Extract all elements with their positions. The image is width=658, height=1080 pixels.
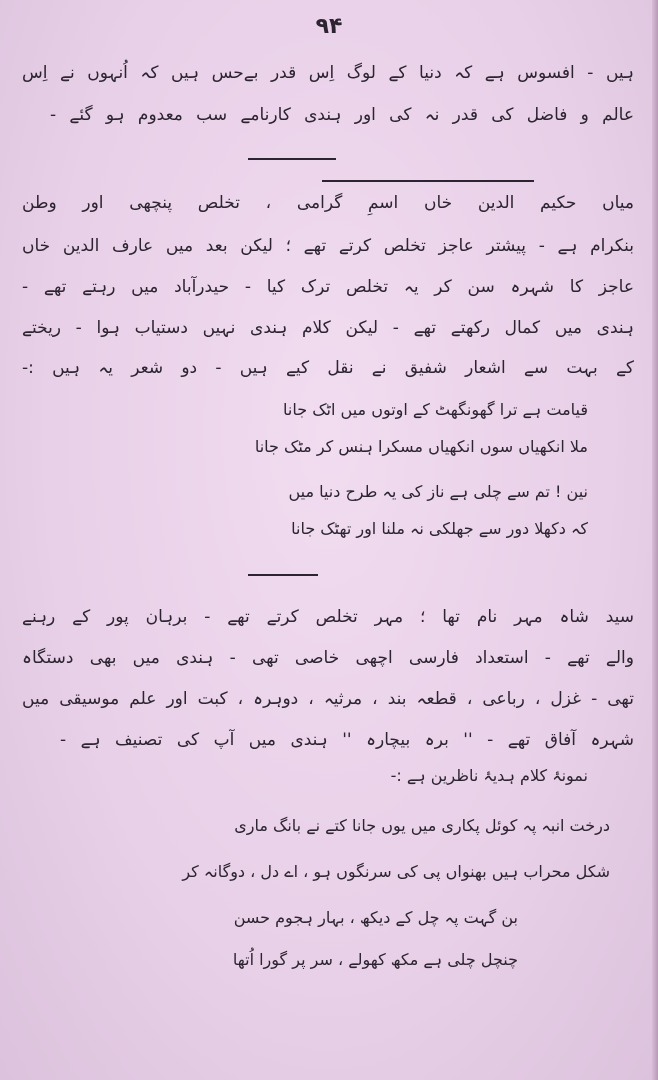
paragraph-line: تھی - غزل ، رباعی ، قطعہ بند ، مرثیہ ، دوہرہ ، کبت اور علم موسیقی میں	[22, 689, 634, 709]
sample-heading: نمونۂ کلام ہدیۂ ناظرین ہے :-	[390, 766, 588, 785]
section-divider	[248, 158, 336, 160]
paragraph-line: شہرہ آفاق تھے - '' برہ بیچارہ '' ہندی میں آپ کی تصنیف ہے -	[60, 730, 634, 750]
paragraph-line: ہیں - افسوس ہے کہ دنیا کے لوگ اِس قدر بےحس ہیں کہ اُنہوں نے اِس	[22, 63, 634, 83]
verse-line: درخت انبہ پہ کوئل پکاری میں یوں جانا کتے نے بانگ ماری	[234, 816, 610, 835]
verse-line: کہ دکھلا دور سے جھلکی نہ ملنا اور تھٹک جانا	[291, 519, 588, 538]
section-divider	[248, 574, 318, 576]
paragraph-line: میاں حکیم الدین خاں اسمِ گرامی ، تخلص پنچھی اور وطن	[22, 193, 634, 213]
paragraph-line: عاجز کا شہرہ سن کر یہ تخلص ترک کیا - حیدرآباد میں رہتے تھے -	[22, 277, 634, 297]
paragraph-line: کے بہت سے اشعار شفیق نے نقل کیے ہیں - دو شعر یہ ہیں :-	[22, 358, 634, 378]
paragraph-line: ہندی میں کمال رکھتے تھے - لیکن کلام ہندی نہیں دستیاب ہوا - ریختے	[22, 318, 634, 338]
page-number: ۹۴	[315, 14, 343, 39]
paragraph-line: والے تھے - استعداد فارسی اچھی خاصی تھی - ہندی میں بھی دستگاہ	[22, 648, 634, 668]
paragraph-line: بنکرام ہے - پیشتر عاجز تخلص کرتے تھے ؛ لیکن بعد میں عارف الدین خاں	[22, 236, 634, 256]
paragraph-line: عالم و فاضل کی قدر نہ کی اور ہندی کارنامے سب معدوم ہو گئے -	[50, 105, 634, 125]
verse-line: چنچل چلی ہے مکھ کھولے ، سر پر گورا اُتھا	[232, 950, 518, 969]
name-overline	[322, 180, 534, 182]
paragraph-line: سید شاہ مہر نام تھا ؛ مہر تخلص کرتے تھے - برہان پور کے رہنے	[22, 607, 634, 627]
verse-line: بن گہت پہ چل کے دیکھ ، بہار ہجوم حسن	[233, 908, 518, 927]
verse-line: ملا انکھیاں سوں انکھیاں مسکرا ہنس کر مٹک جانا	[254, 437, 588, 456]
verse-line: قیامت ہے ترا گھونگھٹ کے اوتوں میں اٹک جانا	[283, 400, 588, 419]
verse-line: شکل محراب ہیں بھنواں پی کی سرنگوں ہو ، اے دل ، دوگانہ کر	[182, 862, 610, 881]
page-edge	[652, 0, 658, 1080]
verse-line: نین ! تم سے چلی ہے ناز کی یہ طرح دنیا میں	[288, 482, 588, 501]
